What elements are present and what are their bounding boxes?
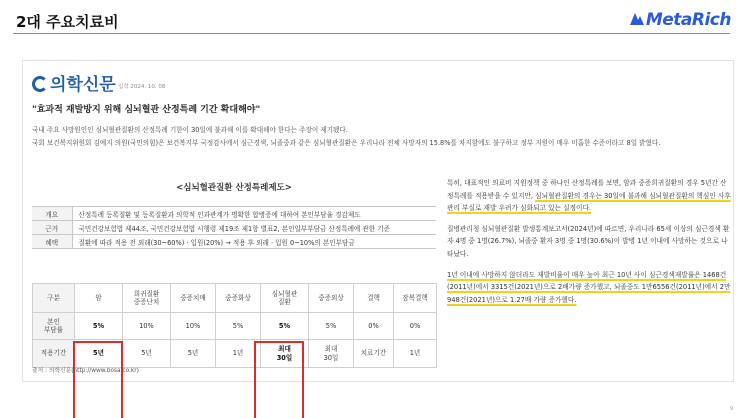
header-cell: 중증화상 xyxy=(216,284,261,313)
period-cell: 최대 30일 xyxy=(261,340,309,368)
copay-cell: 5% xyxy=(216,313,261,340)
copay-cell: 5% xyxy=(75,313,123,340)
period-cell: 1년 xyxy=(216,340,261,368)
copay-period-table xyxy=(32,283,437,368)
side-paragraph xyxy=(447,269,731,307)
article-paragraph: 국내 주요 사망원인인 심뇌혈관질환의 산정특례 기한이 30일에 불과해 이를 확대해야 한다는 주장이 제기됐다. xyxy=(32,126,348,134)
copay-cell: 5% xyxy=(309,313,354,340)
row-label: 근거 xyxy=(32,221,72,235)
article-side-text xyxy=(447,177,731,314)
publication-name: 의학신문 xyxy=(50,75,116,95)
metarich-logo xyxy=(629,10,731,30)
copay-cell: 0% xyxy=(394,313,437,340)
side-paragraph-text: 특히, 대표적인 의료비 지원정책 중 하나인 산정특례를 보면, 암과 중증희귀질환의 경우 5년간 산정특례를 적용받을 수 있지만, xyxy=(447,179,727,200)
publication-logo xyxy=(32,70,116,95)
article-source: 출처 : 의학신문(http://www.bosa.co.kr) xyxy=(32,368,139,374)
special-case-table-image xyxy=(32,179,436,374)
row-content: 산정특례 등록질환 및 등록질환과 의학적 인과관계가 명확한 합병증에 대하여 본인부담율 경감제도 xyxy=(72,207,436,221)
row-content: 국민건강보험법 제44조, 국민건강보험법 시행령 제19조 제1항 별표2, 본인일부부담금 산정특례에 관한 기준 xyxy=(72,221,436,235)
header-label-cell: 구분 xyxy=(33,284,75,313)
underlined-text: 1년 이내에 사망하지 않더라도 재발비율이 매우 높아 최근 10년 사이 심근경색재발률은 1468건(2011년)에서 3315건(2021년)으로 2배가량 증가했고, 뇌졸중도 1만6556건(2011년)에서 2만948건(2021년)으로 1.27배 가량 증가했다. xyxy=(447,270,731,304)
header-cell: 중증치매 xyxy=(171,284,216,313)
row-label-cell: 본인 부담률 xyxy=(33,313,75,340)
page-number: 9 xyxy=(729,406,733,412)
header-cell: 심뇌혈관 질환 xyxy=(261,284,309,313)
header-cell: 희귀질환 중증난치 xyxy=(123,284,171,313)
header-cell: 잠복결핵 xyxy=(394,284,437,313)
slide-title: 2대 주요치료비 xyxy=(16,13,119,31)
header-cell: 결핵 xyxy=(354,284,394,313)
period-cell: 5년 xyxy=(123,340,171,368)
row-label: 혜택 xyxy=(32,235,72,249)
table-title: <심뇌혈관질환 산정특례제도> xyxy=(176,183,292,193)
side-paragraph xyxy=(447,177,731,215)
copay-cell: 10% xyxy=(171,313,216,340)
underlined-text: 심뇌혈관질환의 경우는 30일에 불과해 심뇌혈관질환의 핵심인 사후관리 부실로 재발 우려가 심화되고 있는 실정이다. xyxy=(447,191,731,213)
article-paragraph: 국회 보건복지위원회 김예지 의원(국민의힘)은 보건복지부 국정감사에서 심근경색, 뇌졸중과 같은 심뇌혈관질환은 우리나라 전체 사망자의 15.8%를 차지함에도 불구하고 정부 지원이 매우 미흡한 수준이라고 8일 밝혔다. xyxy=(32,139,661,147)
row-label-cell: 적용기간 xyxy=(33,340,75,368)
article-body xyxy=(32,124,722,150)
row-label: 개요 xyxy=(32,207,72,221)
copay-cell: 10% xyxy=(123,313,171,340)
period-cell: 5년 xyxy=(75,340,123,368)
table-row xyxy=(32,235,436,249)
copay-row xyxy=(33,313,437,340)
header-cell: 중증외상 xyxy=(309,284,354,313)
side-paragraph: 질병관리청 심뇌혈관질환 발생통계보고서(2024년)에 따르면, 우리나라 65세 이상의 심근경색 환자 4명 중 1명(26.7%), 뇌졸중 환자 3명 중 1명(30.6%)이 발병 1년 이내에 사망하는 것으로 나타났다. xyxy=(447,224,730,258)
header-cell: 암 xyxy=(75,284,123,313)
period-cell: 최대 30일 xyxy=(309,340,354,368)
copay-cell: 5% xyxy=(261,313,309,340)
publish-date: 입력 2024. 10. 08 xyxy=(118,84,166,90)
system-info-table xyxy=(32,206,436,249)
metarich-logo-icon xyxy=(629,12,645,26)
title-divider xyxy=(13,33,730,34)
news-article-clipping xyxy=(22,60,734,382)
row-content: 질환에 따라 적용 전 외래(30~60%) · 입원(20%) → 적용 후 외래 · 입원 0~10%의 본인부담금 xyxy=(72,235,436,249)
table-header-row xyxy=(33,284,437,313)
period-cell: 1년 xyxy=(394,340,437,368)
period-cell: 5년 xyxy=(171,340,216,368)
publication-emblem-icon xyxy=(32,76,48,92)
period-row xyxy=(33,340,437,368)
table-row xyxy=(32,221,436,235)
article-headline: "효과적 재발방지 위해 심뇌혈관 산정특례 기간 확대해야" xyxy=(32,105,261,115)
table-row xyxy=(32,207,436,221)
period-cell: 치료기간 xyxy=(354,340,394,368)
copay-cell: 0% xyxy=(354,313,394,340)
logo-text: MetaRich xyxy=(645,10,731,30)
